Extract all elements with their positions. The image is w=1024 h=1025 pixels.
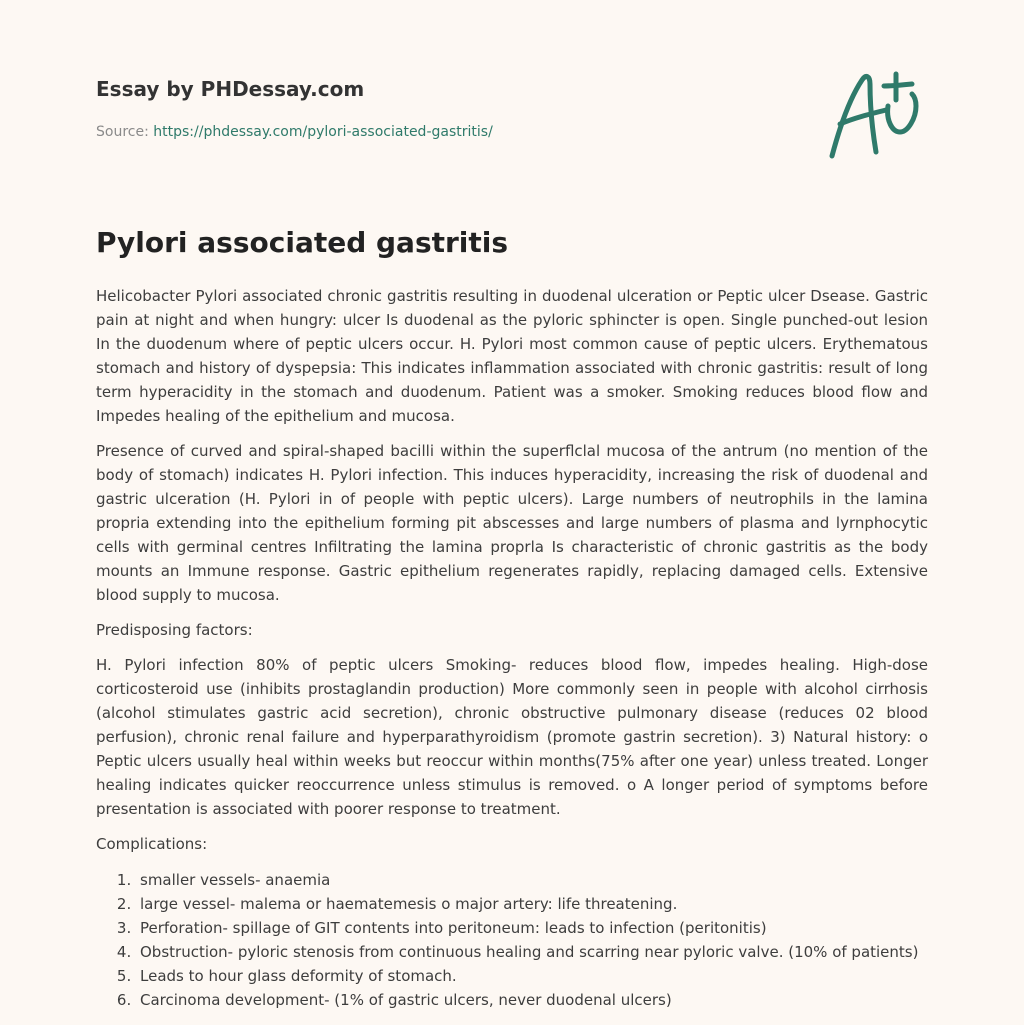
list-item: 3. Perforation- spillage of GIT contents into peritoneum: leads to infection (peritonitis) [136,916,928,940]
list-item: 2. large vessel- malema or haematemesis o major artery: life threatening. [136,892,928,916]
list-item: 4. Obstruction- pyloric stenosis from continuous healing and scarring near pyloric valve. (10% of patients) [136,940,928,964]
paragraph: Presence of curved and spiral-shaped bacilli within the superflclal mucosa of the antrum (no mention of the body of stomach) indicates H. Pylori infection. This induces hyperacidity, increasing the risk of duodenal and gastric ulceration (H. Pylori in of people with peptic ulcers). Large numbers of neutrophils in the lamina propria extending into the epithelium forming pit abscesses and large numbers of plasma and lyrnphocytic cells with germinal centres Infiltrating the lamina proprla Is characteristic of chronic gastritis as the body mounts an Immune response. Gastric epithelium regenerates rapidly, replacing damaged cells. Extensive blood supply to mucosa. [96,442,928,604]
list-item: 5. Leads to hour glass deformity of stomach. [136,964,928,988]
list-item: 1. smaller vessels- anaemia [136,868,928,892]
paragraph: H. Pylori infection 80% of peptic ulcers Smoking- reduces blood flow, impedes healing. High-dose corticosteroid use (inhibits prostaglandin production) More commonly seen in people with alcohol cirrhosis (alcohol stimulates gastric acid secretion), chronic obstructive pulmonary disease (reduces 02 blood perfusion), chronic renal failure and hyperparathyroidism (promote gastrin secretion). 3) Natural history: o Peptic ulcers usually heal within weeks but reoccur within months(75% after one year) unless treated. Longer healing indicates quicker reoccurrence unless stimulus is removed. o A longer period of symptoms before presentation is associated with poorer response to treatment. [96,656,928,818]
essay-body [96,284,928,1012]
paragraph-heading: Predisposing factors: [96,621,253,639]
source-link[interactable]: https://phdessay.com/pylori-associated-gastritis/ [153,124,493,140]
paragraph: Helicobacter Pylori associated chronic gastritis resulting in duodenal ulceration or Peptic ulcer Dsease. Gastric pain at night and when hungry: ulcer Is duodenal as the pyloric sphincter is open. Single punched-out lesion In the duodenum where of peptic ulcers occur. H. Pylori most common cause of peptic ulcers. Erythematous stomach and history of dyspepsia: This indicates inflammation associated with chronic gastritis: result of long term hyperacidity in the stomach and duodenum. Patient was a smoker. Smoking reduces blood flow and Impedes healing of the epithelium and mucosa. [96,287,928,425]
complications-list [96,868,928,1012]
list-item: 6. Carcinoma development- (1% of gastric ulcers, never duodenal ulcers) [136,988,928,1012]
site-title: Essay by PHDessay.com [96,77,365,101]
source-line [96,124,493,140]
a-plus-grade-logo-icon [826,66,936,166]
source-label: Source: [96,124,149,140]
paragraph-heading: Complications: [96,835,208,853]
essay-title: Pylori associated gastritis [96,226,509,259]
